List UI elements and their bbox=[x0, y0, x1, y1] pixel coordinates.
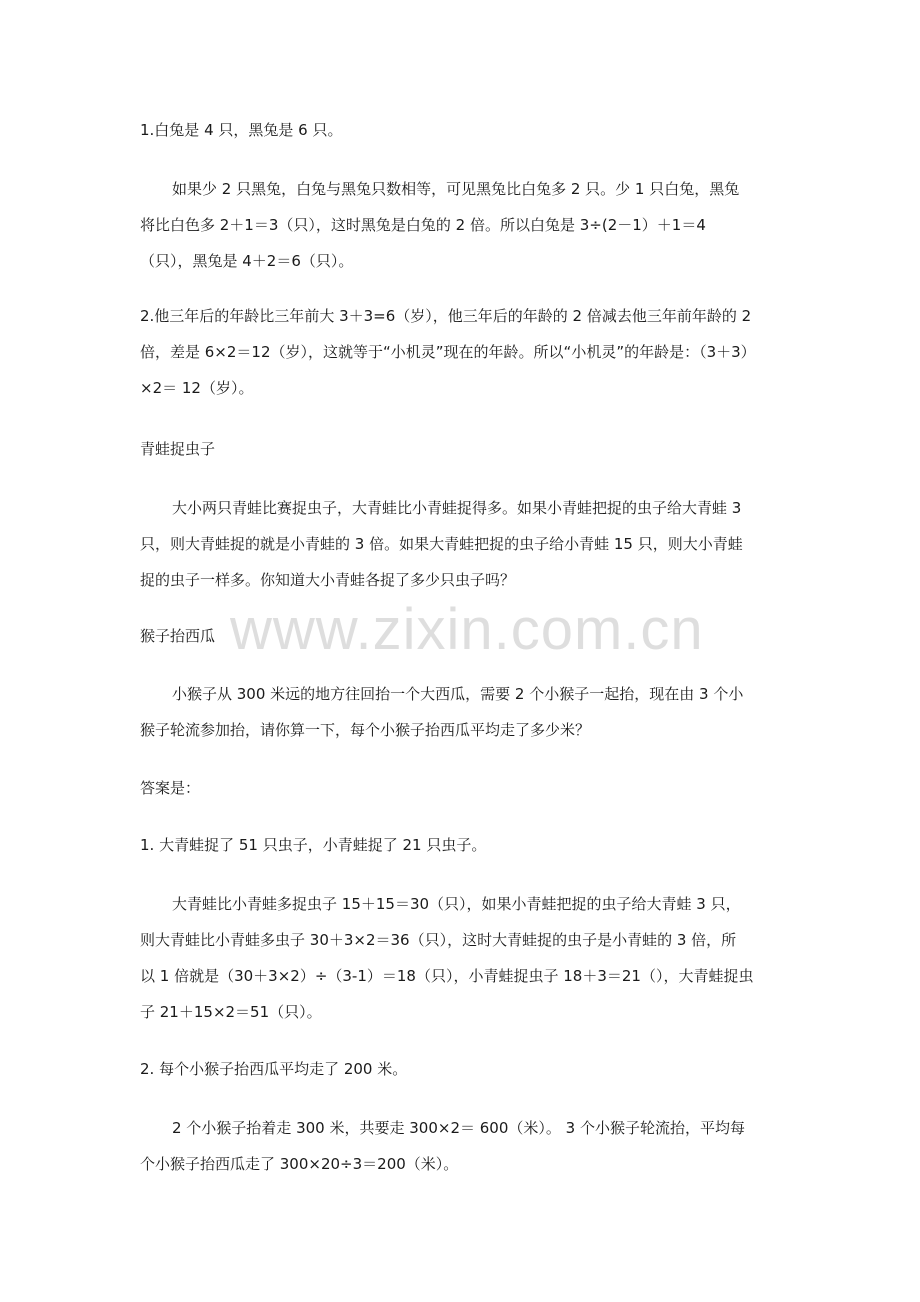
monkey-answer-line: 2 个小猴子抬着走 300 米，共要走 300×2＝ 600（米）。 3 个小猴子轮流抬，平均每 bbox=[172, 1119, 745, 1137]
answer-2-text-line: 2.他三年后的年龄比三年前大 3＋3=6（岁），他三年后的年龄的 2 倍减去他三年前年龄的 2 bbox=[140, 307, 752, 325]
frog-answer-line: 大青蛙比小青蛙多捉虫子 15＋15＝30（只），如果小青蛙把捉的虫子给大青蛙 3 只， bbox=[172, 895, 741, 913]
frog-answer-line: 则大青蛙比小青蛙多虫子 30＋3×2＝36（只），这时大青蛙捉的虫子是小青蛙的 3 倍，所 bbox=[140, 931, 737, 949]
monkey-answer-line: 个小猴子抬西瓜走了 300×20÷3＝200（米）。 bbox=[140, 1155, 459, 1173]
answer-1-heading: 1.白兔是 4 只，黑兔是 6 只。 bbox=[140, 121, 343, 139]
answer-1-text-line: （只），黑兔是 4＋2＝6（只）。 bbox=[140, 252, 354, 270]
answer-1-text-line: 如果少 2 只黑兔，白兔与黑兔只数相等，可见黑兔比白兔多 2 只。少 1 只白兔，黑兔 bbox=[172, 180, 740, 198]
monkey-problem-line: 小猴子从 300 米远的地方往回抬一个大西瓜，需要 2 个小猴子一起抬，现在由 3 个小 bbox=[172, 685, 744, 703]
answers-heading: 答案是： bbox=[140, 779, 201, 797]
frog-problem-line: 只，则大青蛙捉的就是小青蛙的 3 倍。如果大青蛙把捉的虫子给小青蛙 15 只，则大小青蛙 bbox=[140, 535, 743, 553]
monkey-answer-heading: 2. 每个小猴子抬西瓜平均走了 200 米。 bbox=[140, 1060, 408, 1078]
answer-1-text-line: 将比白色多 2＋1＝3（只），这时黑兔是白兔的 2 倍。所以白兔是 3÷(2－1）＋1＝4 bbox=[140, 216, 706, 234]
frog-answer-heading: 1. 大青蛙捉了 51 只虫子，小青蛙捉了 21 只虫子。 bbox=[140, 836, 487, 854]
monkey-problem-line: 猴子轮流参加抬，请你算一下，每个小猴子抬西瓜平均走了多少米？ bbox=[140, 721, 591, 739]
section-title-frog: 青蛙捉虫子 bbox=[140, 440, 216, 458]
answer-2-text-line: 倍，差是 6×2＝12（岁），这就等于“小机灵”现在的年龄。所以“小机灵”的年龄是：（3＋3） bbox=[140, 343, 756, 361]
frog-answer-line: 子 21＋15×2＝51（只）。 bbox=[140, 1003, 322, 1021]
section-title-monkey: 猴子抬西瓜 bbox=[140, 627, 216, 645]
answer-2-text-line: ×2＝ 12（岁）。 bbox=[140, 379, 254, 397]
frog-problem-line: 捉的虫子一样多。你知道大小青蛙各捉了多少只虫子吗？ bbox=[140, 571, 516, 589]
frog-problem-line: 大小两只青蛙比赛捉虫子，大青蛙比小青蛙捉得多。如果小青蛙把捉的虫子给大青蛙 3 bbox=[172, 499, 742, 517]
frog-answer-line: 以 1 倍就是（30＋3×2）÷（3-1）＝18（只），小青蛙捉虫子 18＋3＝21（），大青蛙捉虫 bbox=[140, 967, 754, 985]
watermark: www.zixin.com.cn bbox=[230, 597, 704, 662]
